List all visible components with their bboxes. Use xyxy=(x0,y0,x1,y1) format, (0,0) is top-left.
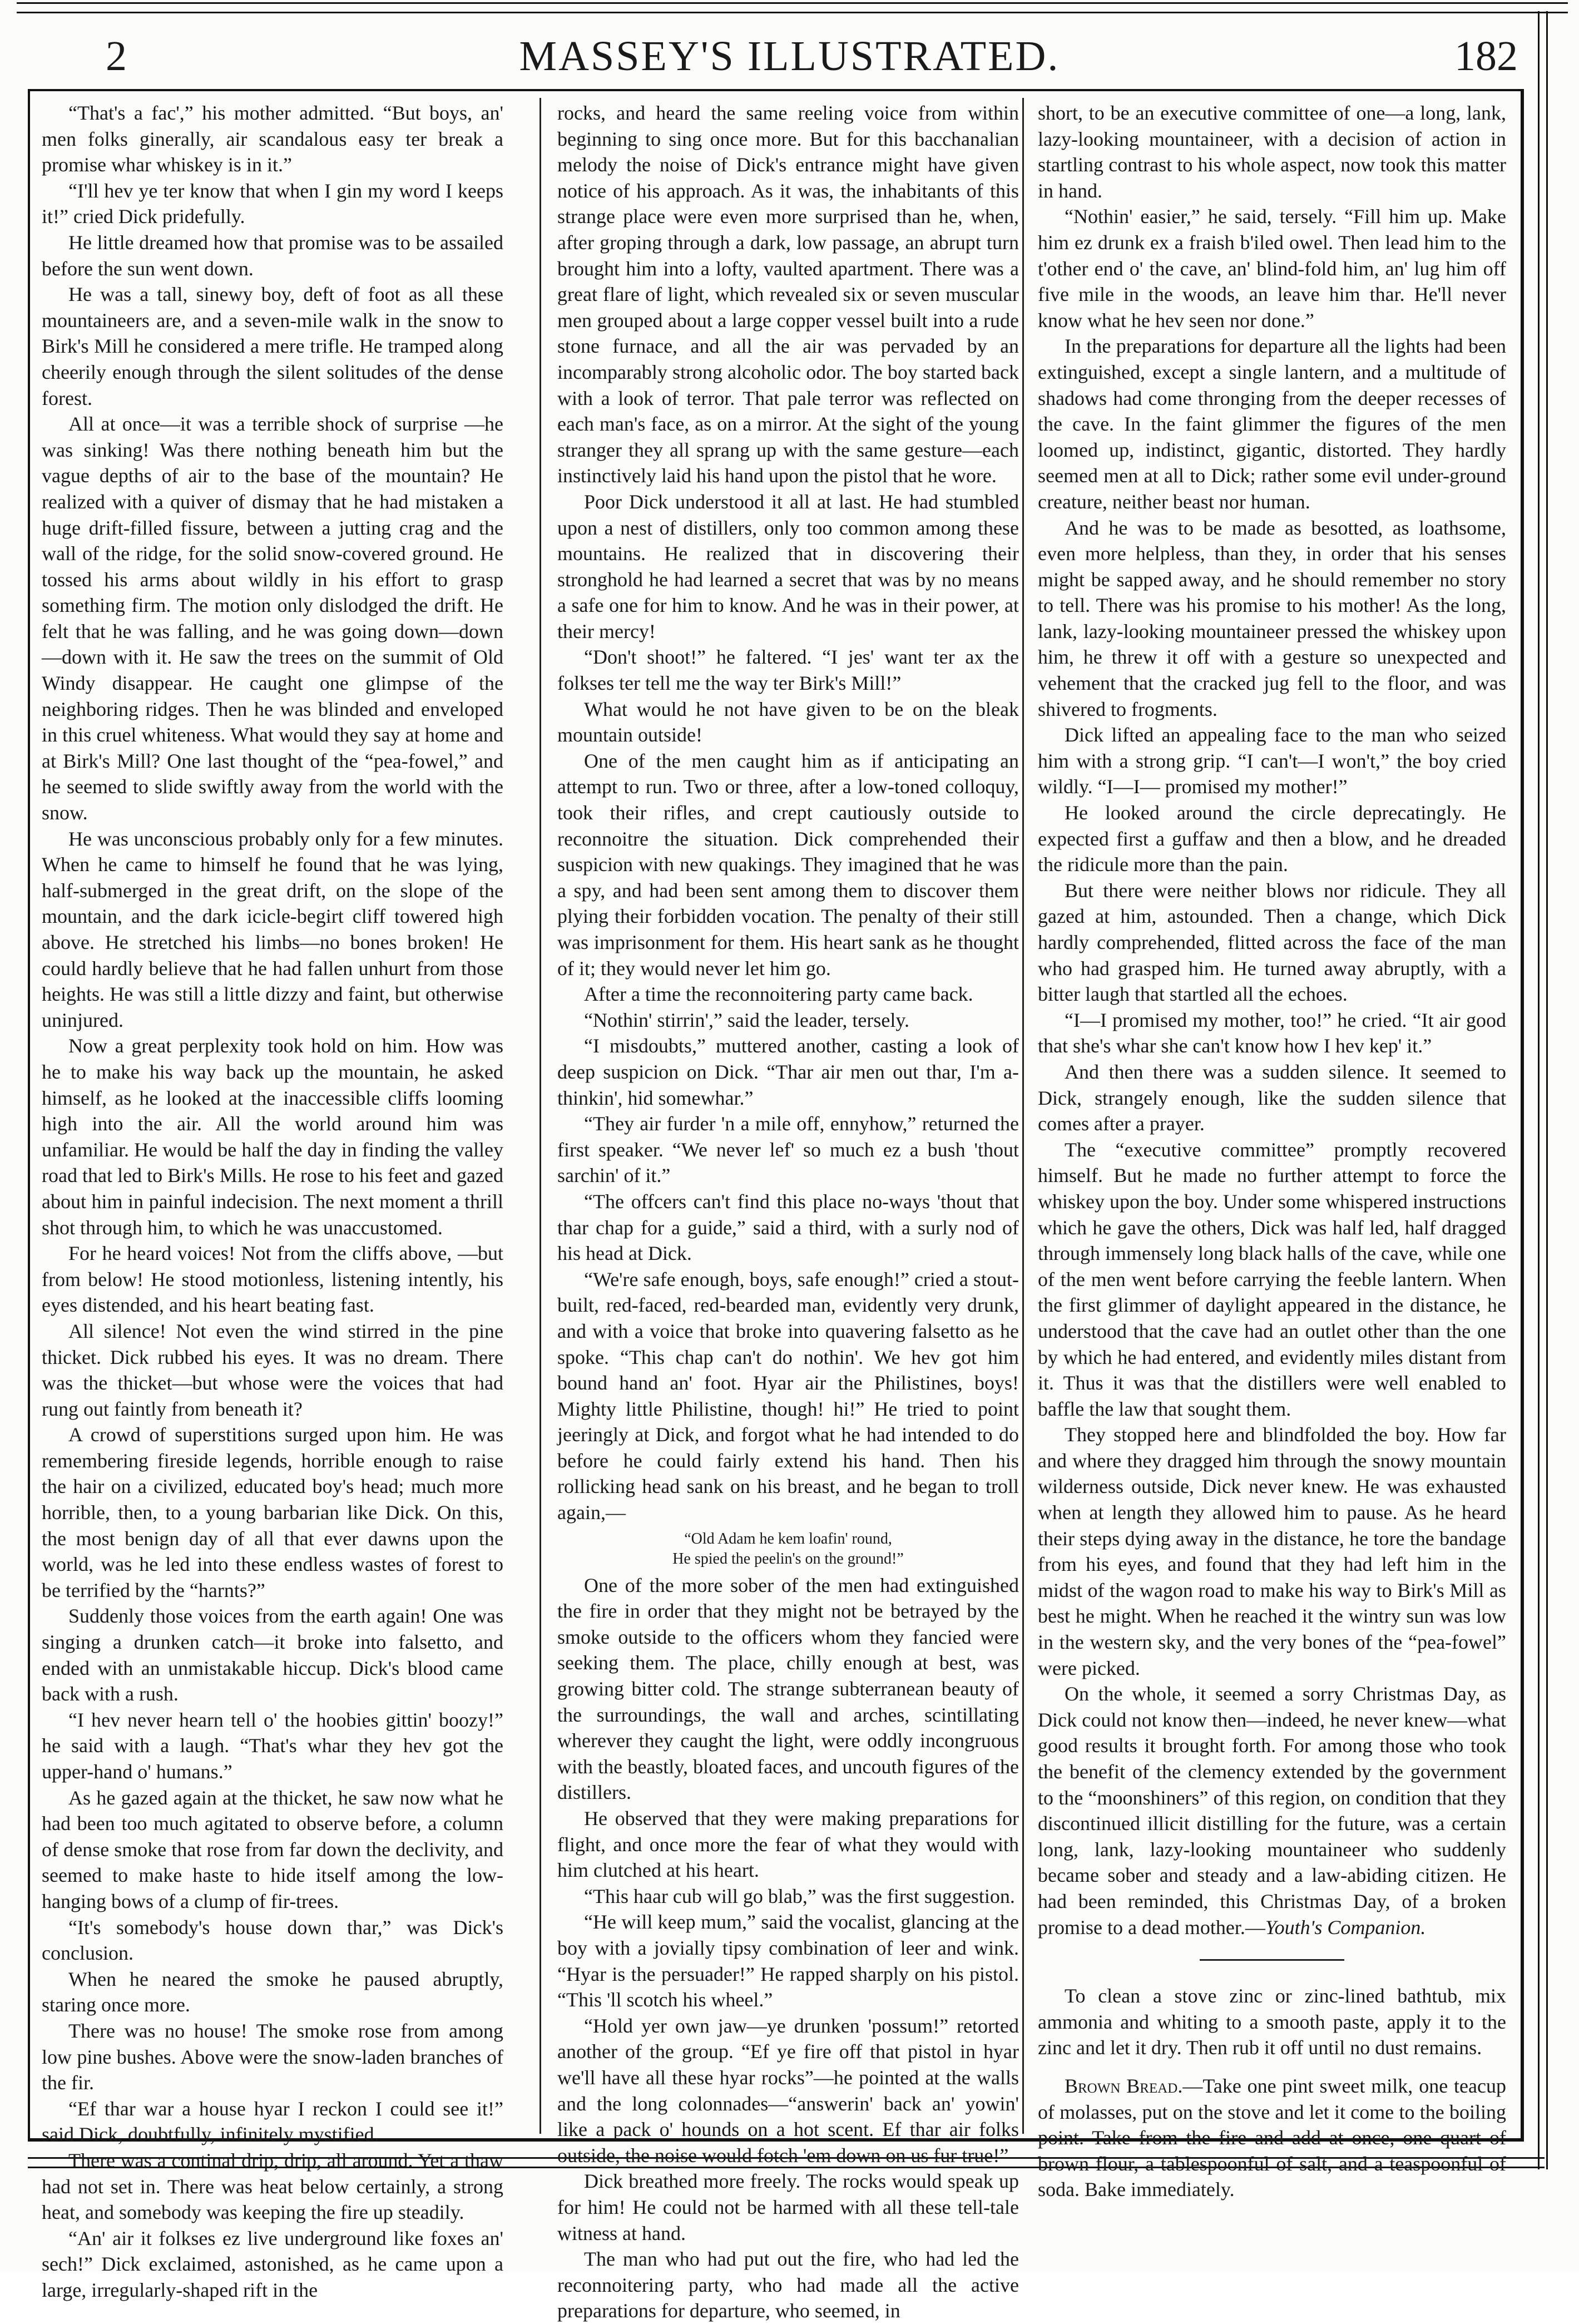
paragraph: “It's somebody's house down thar,” was Dick's conclusion. xyxy=(42,1916,503,1965)
paragraph: “They air furder 'n a mile off, ennyhow,” returned the first speaker. “We never lef' so much ez a bush 'thout sarchin' of it.” xyxy=(557,1112,1019,1187)
paragraph: All silence! Not even the wind stirred in the pine thicket. Dick rubbed his eyes. It was no dream. There was the thicket—but whose were the voices that had rung out faintly from beneath it? xyxy=(42,1319,503,1420)
story-closing-paragraph xyxy=(1038,1681,1506,1940)
page-number-left: 2 xyxy=(106,33,127,80)
paragraph: He observed that they were making preparations for flight, and once more the fear of what they would with him clutched at his heart. xyxy=(557,1807,1019,1882)
paragraph: For he heard voices! Not from the cliffs above, —but from below! He stood motionless, listening intently, his eyes distended, and his heart beating fast. xyxy=(42,1242,503,1317)
paragraph: Dick breathed more freely. The rocks would speak up for him! He could not be harmed with all these tell-tale witness at hand. xyxy=(557,2170,1019,2244)
paragraph: rocks, and heard the same reeling voice from within beginning to sing once more. But for this bacchanalian melody the noise of Dick's entrance might have given notice of his approach. As it was, the inhabitants of this strange place were even more surprised than he, when, after groping through a dark, low passage, an abrupt turn brought him into a lofty, vaulted apartment. There was a great flare of light, which revealed six or seven muscular men grouped about a large copper vessel built into a rude stone furnace, and all the air was pervaded by an incomparably strong alcoholic odor. The boy started back with a look of terror. That pale terror was reflected on each man's face, as on a mirror. At the sight of the young stranger they all sprang up with the same gesture—each instinctively laid his hand upon the pistol that he wore. xyxy=(557,102,1019,487)
paragraph: Dick lifted an appealing face to the man who seized him with a strong grip. “I can't—I won't,” the boy cried wildly. “I—I— promised my mother!” xyxy=(1038,724,1506,798)
paragraph: And then there was a sudden silence. It seemed to Dick, strangely enough, like the sudden silence that comes after a prayer. xyxy=(1038,1060,1506,1135)
verse-line: He spied the peelin's on the ground!” xyxy=(672,1550,904,1568)
paragraph: He looked around the circle deprecatingly. He expected first a guffaw and then a blow, and he dreaded the ridicule more than the pain. xyxy=(1038,802,1506,876)
paragraph: But there were neither blows nor ridicule. They all gazed at him, astounded. Then a change, which Dick hardly comprehended, flitted across the face of the man who had grasped him. He turned away abruptly, with a bitter laugh that startled all the echoes. xyxy=(1038,879,1506,1006)
paragraph: He was unconscious probably only for a few minutes. When he came to himself he found that he was lying, half-submerged in the great drift, on the slope of the mountain, and the dark icicle-begirt cliff towered high above. He stretched his limbs—no bones broken! He could hardly believe that he had fallen unhurt from those heights. He was still a little dizzy and faint, but otherwise uninjured. xyxy=(42,827,503,1031)
recipe-heading: Brown Bread. xyxy=(1065,2074,1183,2097)
paragraph: They stopped here and blindfolded the boy. How far and where they dragged him through the snowy mountain wilderness outside, Dick never knew. He was exhausted when at length they allowed him to pause. As he heard their steps dying away in the distance, he tore the bandage from his eyes, and found that they had left him in the midst of the wagon road to make his way to Birk's Mill as best he might. When he reached it the wintry sun was low in the western sky, and the very bones of the “pea-fowel” were picked. xyxy=(1038,1423,1506,1679)
paragraph: He was a tall, sinewy boy, deft of foot as all these mountaineers are, and a seven-mile walk in the snow to Birk's Mill he considered a mere trifle. He tramped along cheerily enough through the silent solitudes of the dense forest. xyxy=(42,283,503,409)
paragraph: “An' air it folkses ez live underground like foxes an' sech!” Dick exclaimed, astonished, as he came upon a large, irregularly-shaped rift in the xyxy=(42,2227,503,2301)
paragraph: And he was to be made as besotted, as loathsome, even more helpless, than they, in order that his senses might be sapped away, and he should remember no story to tell. There was his promise to his mother! As the long, lank, lazy-looking mountaineer pressed the whiskey upon him, he threw it off with a gesture so unexpected and vehement that the cracked jug fell to the floor, and was shivered to frogments. xyxy=(1038,516,1506,720)
paragraph: As he gazed again at the thicket, he saw now what he had been too much agitated to observe before, a column of dense smoke that rose from far down the declivity, and seemed to make haste to hide itself among the low-hanging bows of a clump of fir-trees. xyxy=(42,1786,503,1912)
paragraph: “Hold yer own jaw—ye drunken 'possum!” retorted another of the group. “Ef ye fire off that pistol in hyar we'll have all these hyar rocks”—he pointed at the walls and the long colonnades—“answerin' back an' yowin' like a pack o' hounds on a hot scent. Ef thar air folks outside, the noise would fotch 'em down on us fur true!” xyxy=(557,2014,1019,2167)
recipe-brown-bread xyxy=(1038,2073,1506,2203)
closing-text: On the whole, it seemed a sorry Christmas Day, as Dick could not know then—indeed, he never knew—what good results it brought forth. For among those who took the benefit of the clemency extended by the government to the “moonshiners” of this region, on condition that they discontinued illicit distilling for the future, was a certain long, lank, lazy-looking mountaineer who suddenly became sober and steady and a law-abiding citizen. He had been reminded, this Christmas Day, of a broken promise to a dead mother.— xyxy=(1038,1683,1506,1939)
paragraph: “He will keep mum,” said the vocalist, glancing at the boy with a jovially tipsy combination of leer and wink. “Hyar is the persuader!” He rapped sharply on his pistol. “This 'll scotch his wheel.” xyxy=(557,1911,1019,2011)
recipe-body: —Take one pint sweet milk, one teacup of molasses, put on the stove and let it come to the boiling point. Take from the fire and add at once, one quart of brown flour, a tablespoonful of salt, and a teaspoonful of soda. Bake immediately. xyxy=(1038,2074,1506,2201)
page-number-right: 182 xyxy=(1454,33,1518,80)
paragraph: All at once—it was a terrible shock of surprise —he was sinking! Was there nothing beneath him but the vague depths of air to the base of the mountain? He realized with a quiver of dismay that he had mistaken a huge drift-filled fissure, between a jutting crag and the wall of the ridge, for the solid snow-covered ground. He tossed his arms about wildly in his effort to grasp something firm. The motion only dislodged the drift. He felt that he was falling, and he was going down—down—down with it. He saw the trees on the summit of Old Windy disappear. He caught one glimpse of the neighboring ridges. Then he was blinded and enveloped in this cruel whiteness. What would they say at home and at Birk's Mill? One last thought of the “pea-fowel,” and he seemed to slide swiftly away from the world with the snow. xyxy=(42,413,503,824)
column-2 xyxy=(557,100,1019,2322)
page-header xyxy=(22,16,1557,99)
paragraph: short, to be an executive committee of one—a long, lank, lazy-looking mountaineer, with a decision of action in startling contrast to his whole aspect, now took this matter in hand. xyxy=(1038,102,1506,202)
paragraph: “Nothin' easier,” he said, tersely. “Fill him up. Make him ez drunk ex a fraish b'iled owel. Then lead him to the t'other end o' the cave, an' blind-fold him, an' lug him off five mile in the woods, an leave him thar. He'll never know what he hev seen nor done.” xyxy=(1038,205,1506,332)
column-divider-2 xyxy=(1022,98,1024,2134)
paragraph: One of the more sober of the men had extinguished the fire in order that they might not be betrayed by the smoke outside to the officers whom they fancied were seeking them. The place, chilly enough at best, was growing bitter cold. The strange subterranean beauty of the surroundings, the wall and arches, scintillating wherever they caught the light, were oddly incongruous with the beastly, bloated faces, and uncouth figures of the distillers. xyxy=(557,1574,1019,1804)
column-1 xyxy=(42,100,503,2301)
verse-line: “Old Adam he kem loafin' round, xyxy=(684,1530,892,1547)
paragraph: The man who had put out the fire, who had led the reconnoitering party, who had made all the active preparations for departure, who seemed, in xyxy=(557,2248,1019,2322)
paragraph: “Ef thar war a house hyar I reckon I could see it!” said Dick, doubtfully, infinitely mystified. xyxy=(42,2097,503,2146)
paragraph: “This haar cub will go blab,” was the first suggestion. xyxy=(584,1885,1015,1907)
paragraph: After a time the reconnoitering party came back. xyxy=(584,983,973,1006)
paragraph: “That's a fac',” his mother admitted. “But boys, an' men folks ginerally, air scandalous easy ter break a promise whar whiskey is in it.” xyxy=(42,102,503,176)
paragraph: “We're safe enough, boys, safe enough!” cried a stout-built, red-faced, red-bearded man, evidently very drunk, and with a voice that broke into quavering falsetto as he spoke. “This chap can't do nothin'. We hev got him bound hand an' foot. Hyar air the Philistines, boys! Mighty little Philistine, though! hi!” He tried to point jeeringly at Dick, and forgot what he had intended to do before he could fairly extend his hand. Then his rollicking head sank on his breast, and he began to troll again,— xyxy=(557,1268,1019,1524)
column-3 xyxy=(1038,100,1506,2201)
paragraph: “Don't shoot!” he faltered. “I jes' want ter ax the folkses ter tell me the way ter Birk's Mill!” xyxy=(557,646,1019,695)
paragraph: What would he not have given to be on the bleak mountain outside! xyxy=(557,698,1019,746)
section-separator xyxy=(1200,1959,1344,1961)
paragraph: Now a great perplexity took hold on him. How was he to make his way back up the mountain, he asked himself, as he looked at the inaccessible cliffs looming high into the air. All the world around him was unfamiliar. He would be half the day in finding the valley road that led to Birk's Mills. He rose to his feet and gazed about him in painful indecision. The next moment a thrill shot through him, to which he was unaccustomed. xyxy=(42,1035,503,1239)
paragraph: In the preparations for departure all the lights had been extinguished, except a single lantern, and a multitude of shadows had come thronging from the deeper recesses of the cave. In the faint glimmer the figures of the men loomed up, indistinct, gigantic, distorted. They hardly seemed men at all to Dick; rather some evil under-ground creature, neither beast nor human. xyxy=(1038,335,1506,513)
paragraph: When he neared the smoke he paused abruptly, staring once more. xyxy=(42,1967,503,2016)
paragraph: There was a continal drip, drip, all around. Yet a thaw had not set in. There was heat below certainly, a strong heat, and somebody was keeping the fire up steadily. xyxy=(42,2149,503,2224)
paragraph: “Nothin' stirrin',” said the leader, tersely. xyxy=(584,1008,909,1031)
household-tip: To clean a stove zinc or zinc-lined bathtub, mix ammonia and whiting to a smooth paste, apply it to the zinc and let it dry. Then rub it off until no dust remains. xyxy=(1038,1985,1506,2059)
paragraph: “The offcers can't find this place no-ways 'thout that thar chap for a guide,” said a third, with a surly nod of his head at Dick. xyxy=(557,1190,1019,1265)
top-double-rule xyxy=(17,2,1568,13)
paragraph: Poor Dick understood it all at last. He had stumbled upon a nest of distillers, only too common among these mountains. He realized that in discovering their stronghold he had learned a secret that was by no means a safe one for him to know. And he was in their power, at their mercy! xyxy=(557,490,1019,642)
column-divider-1 xyxy=(539,98,541,2134)
paragraph: “I—I promised my mother, too!” he cried. “It air good that she's whar she can't know how I hev kep' it.” xyxy=(1038,1008,1506,1057)
paragraph: “I'll hev ye ter know that when I gin my word I keeps it!” cried Dick pridefully. xyxy=(42,179,503,228)
paragraph: There was no house! The smoke rose from among low pine bushes. Above were the snow-laden branches of the fir. xyxy=(42,2019,503,2094)
paragraph: He little dreamed how that promise was to be assailed before the sun went down. xyxy=(42,231,503,280)
paragraph: The “executive committee” promptly recovered himself. But he made no further attempt to force the whiskey upon the boy. Under some whispered instructions which he gave the others, Dick was half led, half dragged through immensely long black halls of the cave, while one of the men went before carrying the feeble lantern. When the first glimmer of daylight appeared in the distance, he understood that the cave had an outlet other than the one by which he had entered, and evidently miles distant from it. Thus it was that the distillers were well enabled to baffle the law that sought them. xyxy=(1038,1138,1506,1420)
paragraph: One of the men caught him as if anticipating an attempt to run. Two or three, after a low-toned colloquy, took their rifles, and crept cautiously outside to reconnoitre the situation. Dick comprehended their suspicion with new quakings. They imagined that he was a spy, and had been sent among them to discover them plying their forbidden vocation. The penalty of their still was imprisonment for them. His heart sank as he thought of it; they would never let him go. xyxy=(557,749,1019,980)
paragraph: “I hev never hearn tell o' the hoobies gittin' boozy!” he said with a laugh. “That's whar they hev got the upper-hand o' humans.” xyxy=(42,1708,503,1783)
song-verse xyxy=(557,1529,1019,1569)
outer-right-rule xyxy=(1538,11,1548,2169)
masthead-title: MASSEY'S ILLUSTRATED. xyxy=(519,33,1060,80)
source-credit: Youth's Companion. xyxy=(1265,1916,1426,1939)
paragraph: A crowd of superstitions surged upon him. He was remembering fireside legends, horrible enough to raise the hair on a civilized, educated boy's head; much more horrible, then, to a young barbarian like Dick. On this, the most benign day of all that ever dawns upon the world, was he led into these endless wastes of forest to be terrified by the “harnts?” xyxy=(42,1423,503,1601)
paragraph: Suddenly those voices from the earth again! One was singing a drunken catch—it broke into falsetto, and ended with an unmistakable hiccup. Dick's blood came back with a rush. xyxy=(42,1605,503,1705)
paragraph: “I misdoubts,” muttered another, casting a look of deep suspicion on Dick. “Thar air men out thar, I'm a-thinkin', hid somewhar.” xyxy=(557,1035,1019,1109)
